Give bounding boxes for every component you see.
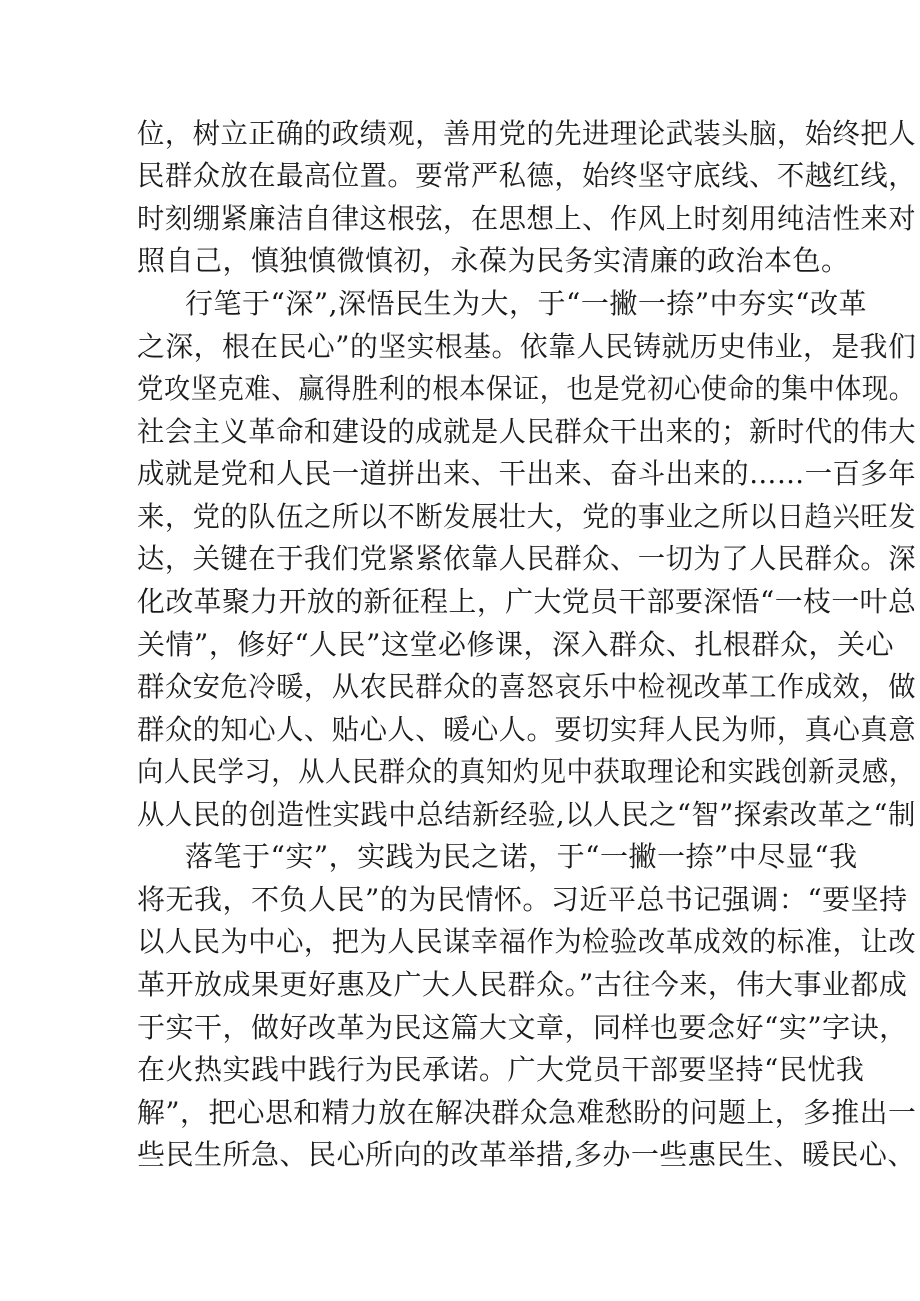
text-line: 位，树立正确的政绩观，善用党的先进理论武装头脑，始终把人: [137, 117, 917, 150]
text-line: 时刻绷紧廉洁自律这根弦，在思想上、作风上时刻用纯洁性来对: [137, 202, 917, 235]
text-line: 以人民为中心，把为人民谋幸福作为检验改革成效的标准，让改: [137, 925, 917, 958]
text-line: 些民生所急、民心所向的改革举措,多办一些惠民生、暖民心、: [137, 1138, 916, 1171]
text-line: 化改革聚力开放的新征程上，广大党员干部要深悟“一枝一叶总: [137, 585, 917, 618]
text-line: 将无我，不负人民”的为民情怀。习近平总书记强调：“要坚持: [137, 883, 908, 916]
text-line: 向人民学习，从人民群众的真知灼见中获取理论和实践创新灵感，: [137, 755, 916, 788]
text-line: 照自己，慎独慎微慎初，永葆为民务实清廉的政治本色。: [137, 244, 850, 277]
text-line: 民群众放在最高位置。要常严私德，始终坚守底线、不越红线，: [137, 159, 917, 192]
text-line: 之深，根在民心”的坚实根基。依靠人民铸就历史伟业，是我们: [137, 330, 917, 363]
text-line: 革开放成果更好惠及广大人民群众。”古往今来，伟大事业都成: [137, 968, 908, 1001]
text-line: 成就是党和人民一道拼出来、干出来、奋斗出来的……一百多年: [137, 457, 917, 490]
text-line: 群众的知心人、贴心人、暖心人。要切实拜人民为师，真心真意: [137, 713, 917, 746]
text-line: 关情”，修好“人民”这堂必修课，深入群众、扎根群众，关心: [137, 628, 894, 661]
text-line: 党攻坚克难、赢得胜利的根本保证，也是党初心使命的集中体现。: [137, 372, 916, 405]
text-line: 于实干，做好改革为民这篇大文章，同样也要念好“实”字诀，: [137, 1011, 908, 1044]
text-line: 从人民的创造性实践中总结新经验,以人民之“智”探索改革之“制: [137, 798, 916, 831]
paragraph-first-line: 落笔于“实”，实践为民之诺，于“一撇一捺”中尽显“我: [185, 840, 858, 873]
text-line: 在火热实践中践行为民承诺。广大党员干部要坚持“民忧我: [137, 1053, 865, 1086]
text-line: 达，关键在于我们党紧紧依靠人民群众、一切为了人民群众。深: [137, 542, 917, 575]
text-line: 来，党的队伍之所以不断发展壮大，党的事业之所以日趋兴旺发: [137, 500, 917, 533]
text-line: 群众安危冷暖，从农民群众的喜怒哀乐中检视改革工作成效，做: [137, 670, 917, 703]
text-line: 解”，把心思和精力放在解决群众急难愁盼的问题上，多推出一: [137, 1096, 917, 1129]
paragraph-first-line: 行笔于“深”,深悟民生为大，于“一撇一捺”中夯实“改革: [185, 287, 867, 320]
text-line: 社会主义革命和建设的成就是人民群众干出来的；新时代的伟大: [137, 415, 917, 448]
